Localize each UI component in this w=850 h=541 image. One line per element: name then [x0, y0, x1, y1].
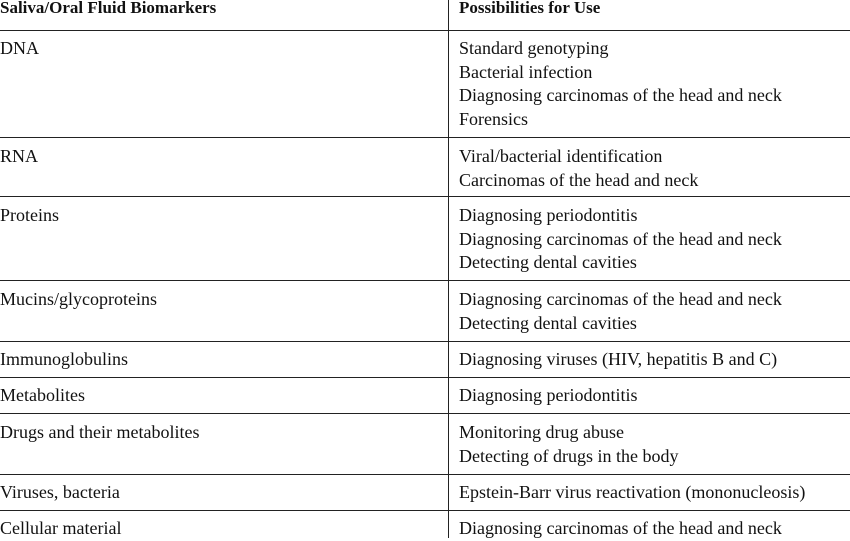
use-item: Diagnosing carcinomas of the head and neck — [459, 289, 782, 309]
use-item: Diagnosing periodontitis — [459, 205, 638, 225]
use-item: Forensics — [459, 108, 528, 129]
biomarker-cell: Proteins — [0, 205, 60, 225]
use-item: Diagnosing viruses (HIV, hepatitis B and C) — [459, 349, 778, 369]
uses-cell — [459, 348, 850, 372]
uses-cell — [459, 421, 850, 468]
table-row — [0, 475, 850, 511]
table-row — [0, 414, 850, 475]
uses-cell — [459, 517, 850, 541]
uses-cell — [459, 384, 850, 408]
biomarker-cell: Mucins/glycoproteins — [0, 289, 157, 309]
biomarker-cell: Cellular material — [0, 518, 122, 538]
use-item: Bacterial infection — [459, 61, 593, 82]
table-row — [0, 378, 850, 414]
use-item: Standard genotyping — [459, 38, 609, 58]
table-row — [0, 138, 850, 197]
biomarker-cell: Viruses, bacteria — [0, 482, 120, 502]
table-row — [0, 511, 850, 541]
table-header-row — [0, 0, 850, 31]
use-item: Monitoring drug abuse — [459, 422, 624, 442]
table-row — [0, 197, 850, 281]
table-row — [0, 31, 850, 138]
header-biomarkers: Saliva/Oral Fluid Biomarkers — [0, 0, 217, 17]
biomarker-cell: Immunoglobulins — [0, 349, 129, 369]
use-item: Diagnosing carcinomas of the head and neck — [459, 228, 782, 249]
use-item: Detecting dental cavities — [459, 312, 637, 333]
biomarker-cell: Metabolites — [0, 385, 85, 405]
use-item: Carcinomas of the head and neck — [459, 169, 699, 190]
biomarker-cell: RNA — [0, 146, 39, 166]
table-row — [0, 342, 850, 378]
uses-cell — [459, 204, 850, 275]
use-item: Diagnosing periodontitis — [459, 385, 638, 405]
use-item: Epstein-Barr virus reactivation (mononucleosis) — [459, 482, 806, 502]
use-item: Detecting of drugs in the body — [459, 445, 679, 466]
use-item: Diagnosing carcinomas of the head and neck — [459, 518, 782, 538]
uses-cell — [459, 145, 850, 192]
use-item: Viral/bacterial identification — [459, 146, 663, 166]
uses-cell — [459, 288, 850, 335]
use-item: Detecting dental cavities — [459, 252, 637, 272]
table-row — [0, 281, 850, 342]
uses-cell — [459, 481, 850, 505]
biomarker-cell: DNA — [0, 38, 39, 58]
biomarker-cell: Drugs and their metabolites — [0, 422, 200, 442]
use-item: Diagnosing carcinomas of the head and neck — [459, 85, 782, 105]
header-uses: Possibilities for Use — [459, 0, 601, 17]
uses-cell — [459, 37, 850, 131]
